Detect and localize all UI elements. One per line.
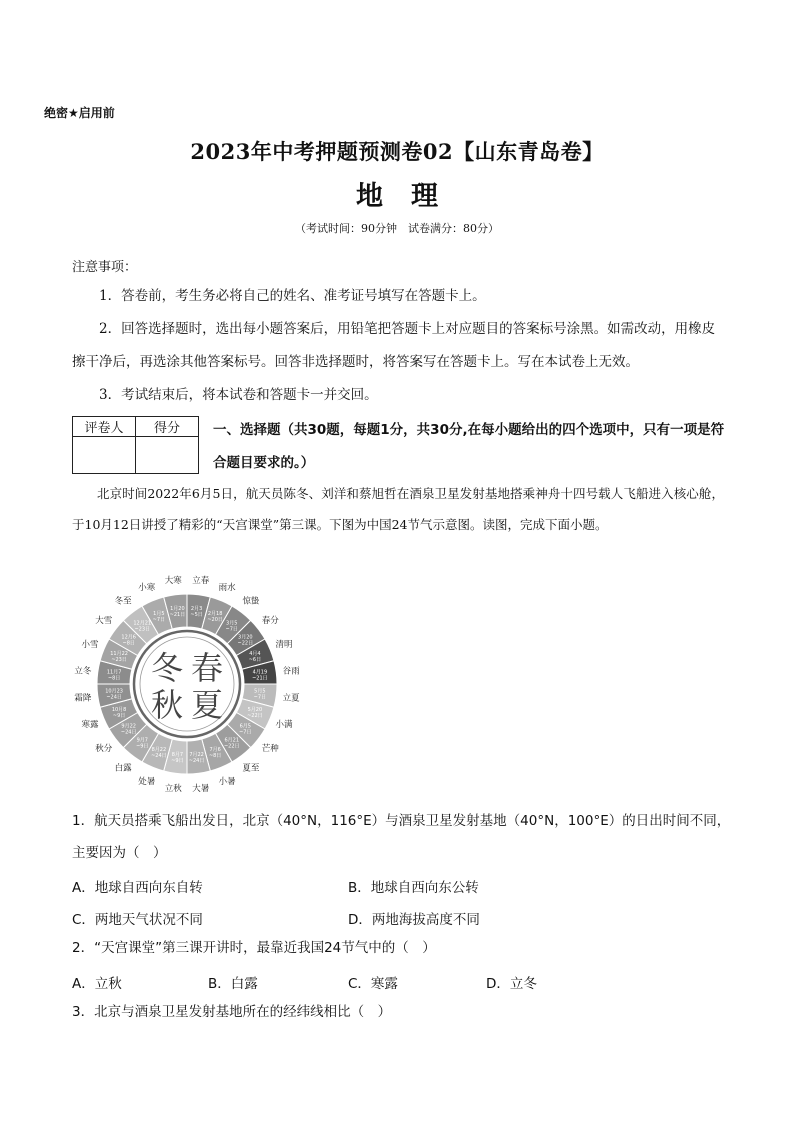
term-label: 大暑	[192, 784, 210, 795]
term-label: 处暑	[138, 777, 156, 788]
term-date: 8月7 ~9日	[171, 751, 184, 764]
note-item: 3．考试结束后，将本试卷和答题卡一并交回。	[99, 387, 378, 403]
question-intro: 北京时间2022年6月5日，航天员陈冬、刘洋和蔡旭哲在酒泉卫星发射基地搭乘神舟十四号载人飞船进入核心舱，于10月12日讲授了精彩的“天宫课堂”第三课。下图为中国24节气示意图。读图，完成下面小题。	[72, 486, 724, 532]
term-label: 霜降	[74, 693, 92, 704]
term-label: 清明	[275, 639, 293, 650]
term-label: 立春	[192, 575, 210, 586]
term-label: 小满	[275, 720, 293, 731]
q1-option-b[interactable]: B．地球自西向东公转	[348, 880, 479, 896]
season-character: 夏	[190, 686, 224, 724]
season-character: 秋	[150, 686, 184, 724]
term-label: 寒露	[81, 720, 99, 731]
season-character: 冬	[150, 649, 184, 687]
q1-option-c[interactable]: C．两地天气状况不同	[72, 912, 203, 928]
q2-option-b[interactable]: B．白露	[208, 976, 258, 992]
term-date: 9月7 ~9日	[136, 737, 149, 750]
term-label: 白露	[114, 763, 132, 774]
term-date: 8月22 ~24日	[151, 746, 167, 759]
q2-option-a[interactable]: A．立秋	[72, 976, 122, 992]
term-label: 大雪	[95, 616, 113, 627]
term-label: 夏至	[242, 763, 260, 774]
term-label: 冬至	[114, 596, 132, 607]
term-label: 大寒	[164, 575, 182, 586]
q2-option-c[interactable]: C．寒露	[348, 976, 398, 992]
term-label: 立夏	[282, 693, 300, 704]
term-label: 秋分	[95, 743, 113, 754]
term-date: 7月6 ~8日	[208, 746, 222, 759]
term-date: 10月8 ~9日	[111, 707, 127, 720]
term-date: 7月22 ~24日	[188, 751, 205, 764]
term-date: 6月21 ~22日	[223, 737, 240, 750]
term-date: 1月20 ~21日	[169, 606, 186, 619]
question-1: 1．航天员搭乘飞船出发日，北京（40°N，116°E）与酒泉卫星发射基地（40°N，100°E）的日出时间不同，主要因为（ ）	[72, 813, 731, 861]
season-character: 春	[190, 649, 224, 687]
term-label: 小寒	[138, 582, 156, 593]
score-header: 得分	[136, 417, 199, 437]
term-date: 10月23 ~24日	[105, 688, 123, 701]
exam-title: 2023年中考押题预测卷02【山东青岛卷】	[190, 139, 604, 164]
term-label: 立秋	[164, 784, 182, 795]
term-date: 11月22 ~23日	[110, 650, 128, 663]
q1-option-d[interactable]: D．两地海拔高度不同	[348, 912, 480, 928]
term-date: 12月6 ~8日	[121, 634, 136, 647]
term-date: 4月4 ~6日	[248, 650, 262, 663]
term-label: 立冬	[74, 666, 92, 677]
term-date: 4月19 ~21日	[252, 669, 268, 682]
time-info: （考试时间：90分钟 试卷满分：80分）	[295, 222, 499, 235]
term-label: 雨水	[218, 582, 236, 593]
note-item: 2．回答选择题时，选出每小题答案后，用铅笔把答题卡上对应题目的答案标号涂黑。如需改动，用橡皮擦干净后，再选涂其他答案标号。回答非选择题时，将答案写在答题卡上。写在本试卷上无效。	[72, 321, 716, 370]
term-date: 12月21 ~23日	[133, 620, 152, 633]
confidential-label: 绝密★启用前	[44, 106, 115, 120]
term-label: 芒种	[261, 743, 279, 754]
term-label: 惊蛰	[242, 596, 260, 607]
term-date: 3月5 ~7日	[225, 620, 238, 633]
term-date: 3月20 ~22日	[237, 634, 254, 647]
section-heading: 一、选择题（共30题，每题1分，共30分,在每小题给出的四个选项中，只有一项是符合题目要求的。）	[213, 422, 725, 471]
term-date: 2月18 ~20日	[207, 611, 223, 624]
note-item: 1．答卷前，考生务必将自己的姓名、准考证号填写在答题卡上。	[99, 288, 486, 304]
term-label: 小雪	[81, 639, 99, 650]
q1-option-a[interactable]: A．地球自西向东自转	[72, 880, 203, 896]
score-table	[72, 416, 199, 474]
grader-header: 评卷人	[73, 417, 136, 437]
term-date: 2月3 ~5日	[190, 606, 203, 619]
term-label: 春分	[261, 616, 279, 627]
grader-cell[interactable]	[73, 437, 136, 474]
question-3: 3．北京与酒泉卫星发射基地所在的经纬线相比（ ）	[72, 1004, 392, 1020]
term-date: 1月5 ~7日	[152, 611, 166, 624]
solar-terms-diagram	[70, 572, 310, 802]
term-date: 6月5 ~7日	[239, 723, 252, 736]
term-date: 9月22 ~24日	[120, 723, 137, 736]
question-2: 2．“天宫课堂”第三课开讲时，最靠近我国24节气中的（ ）	[72, 940, 436, 956]
term-date: 11月7 ~8日	[106, 669, 122, 682]
term-date: 5月5 ~7日	[253, 688, 267, 701]
score-cell[interactable]	[136, 437, 199, 474]
subject-title: 地理	[356, 181, 466, 212]
notes-heading: 注意事项：	[72, 260, 138, 275]
term-label: 谷雨	[282, 666, 300, 677]
term-label: 小暑	[218, 777, 236, 788]
term-date: 5月20 ~22日	[247, 707, 263, 720]
q2-option-d[interactable]: D．立冬	[486, 976, 537, 992]
